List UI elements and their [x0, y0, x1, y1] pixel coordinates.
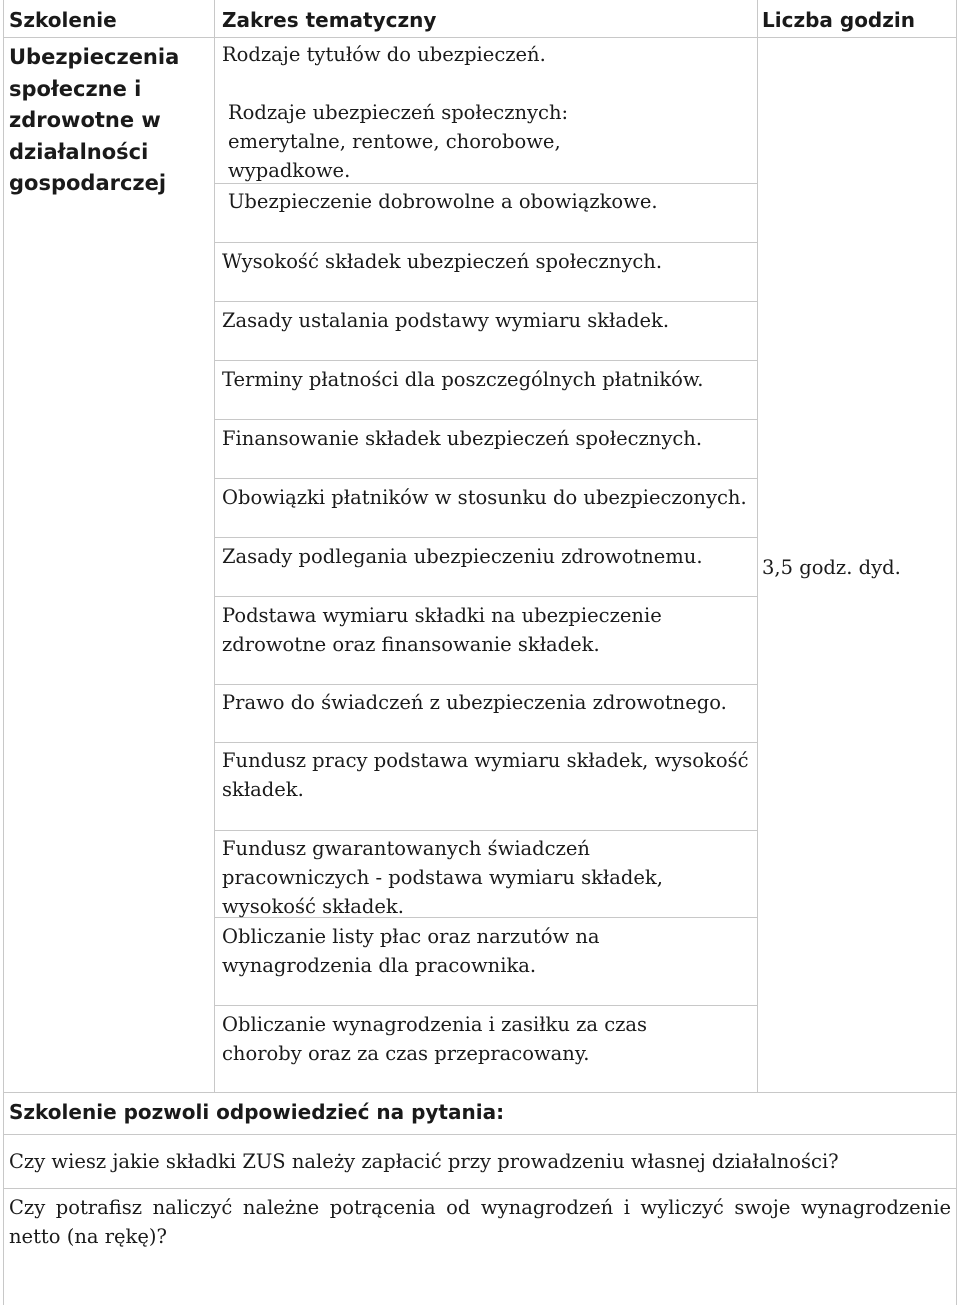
header-training: Szkolenie — [9, 8, 117, 32]
topic-separator — [215, 830, 757, 831]
topic-separator — [215, 684, 757, 685]
training-title: Ubezpieczenia społeczne i zdrowotne w działalności gospodarczej — [9, 45, 180, 195]
topic-separator — [215, 242, 757, 243]
topic-item: Fundusz pracy podstawa wymiaru składek, wysokość składek. — [222, 749, 749, 801]
topic-item: Zasady podlegania ubezpieczeniu zdrowotnemu. — [222, 545, 703, 568]
topic-separator — [215, 360, 757, 361]
topic-separator — [215, 537, 757, 538]
table-border-right — [956, 0, 957, 1305]
question-item: Czy potrafisz naliczyć należne potrącenia od wynagrodzeń i wyliczyć swoje wynagrodzenie netto (na rękę)? — [9, 1196, 951, 1248]
topic-separator — [215, 1005, 757, 1006]
column-divider-1 — [214, 0, 215, 1092]
topic-item: Obliczanie listy płac oraz narzutów na wynagrodzenia dla pracownika. — [222, 925, 600, 977]
header-topics: Zakres tematyczny — [222, 8, 437, 32]
topic-item: Rodzaje tytułów do ubezpieczeń. — [222, 43, 546, 66]
topic-item: Finansowanie składek ubezpieczeń społecznych. — [222, 427, 703, 450]
question-item: Czy wiesz jakie składki ZUS należy zapłacić przy prowadzeniu własnej działalności? — [9, 1150, 839, 1173]
topic-item: Rodzaje ubezpieczeń społecznych: emerytalne, rentowe, chorobowe, wypadkowe. — [228, 101, 569, 182]
topic-item: Fundusz gwarantowanych świadczeń pracowniczych - podstawa wymiaru składek, wysokość składek. — [222, 837, 663, 918]
topic-item: Zasady ustalania podstawy wymiaru składek. — [222, 309, 670, 332]
question-divider — [3, 1188, 957, 1189]
topic-item: Ubezpieczenie dobrowolne a obowiązkowe. — [228, 190, 658, 213]
topic-item: Obowiązki płatników w stosunku do ubezpieczonych. — [222, 486, 747, 509]
topic-separator — [215, 742, 757, 743]
header-bottom-border — [3, 37, 957, 38]
topic-item: Prawo do świadczeń z ubezpieczenia zdrowotnego. — [222, 691, 727, 714]
table-body-bottom-border — [3, 1092, 957, 1093]
topic-item: Wysokość składek ubezpieczeń społecznych. — [222, 250, 663, 273]
table-border-left — [3, 0, 4, 1305]
topic-item: Podstawa wymiaru składki na ubezpieczenie zdrowotne oraz finansowanie składek. — [222, 604, 662, 656]
topic-separator — [215, 419, 757, 420]
questions-heading-divider — [3, 1134, 957, 1135]
header-hours: Liczba godzin — [762, 8, 915, 32]
topic-item: Terminy płatności dla poszczególnych płatników. — [222, 368, 704, 391]
topic-separator — [215, 301, 757, 302]
topic-item: Obliczanie wynagrodzenia i zasiłku za czas choroby oraz za czas przepracowany. — [222, 1013, 648, 1065]
hours-value: 3,5 godz. dyd. — [762, 556, 901, 579]
questions-heading: Szkolenie pozwoli odpowiedzieć na pytania: — [9, 1100, 505, 1124]
topic-separator — [215, 596, 757, 597]
topic-separator — [215, 478, 757, 479]
